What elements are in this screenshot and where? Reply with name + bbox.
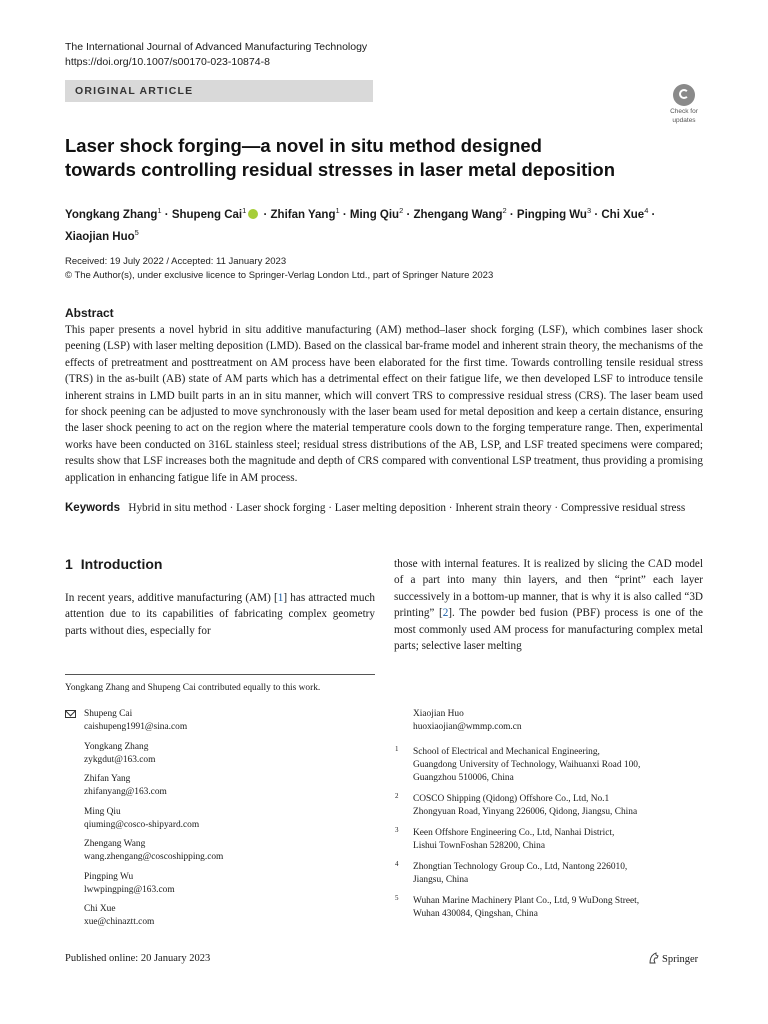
affiliation-entry [394,793,704,819]
footnote-divider [65,674,375,675]
contact-name: Chi Xue [84,904,116,914]
orcid-icon[interactable] [248,209,258,219]
affiliation-line: Wuhan 430084, Qingshan, China [413,909,538,919]
author-name[interactable]: Yongkang Zhang [65,208,158,221]
intro-text: ] has attracted much attention due to its capabilities of fabricating complex geometry parts without dies, especially for [65,592,375,637]
contact-email[interactable]: xue@chinaztt.com [84,917,155,927]
affiliation-line: Keen Offshore Engineering Co., Ltd, Nanhai District, [413,828,615,838]
author-separator: · [260,208,271,221]
affiliation-number: 1 [395,745,399,753]
keywords-text: Hybrid in situ method · Laser shock forging · Laser melting deposition · Inherent strain theory · Compressive residual stress [128,502,686,514]
contact-email[interactable]: zykgdut@163.com [84,754,156,765]
author-affiliation-mark: 4 [644,206,649,215]
affiliation-entry [394,746,704,785]
section-title: Introduction [80,556,163,572]
author-name[interactable]: Shupeng Cai [171,208,243,221]
author-affiliation-mark: 3 [586,206,592,215]
intro-paragraph-col2 [394,556,703,654]
author-affiliation-mark: 1 [335,206,340,215]
affiliation-line: Wuhan Marine Machinery Plant Co., Ltd, 9 WuDong Street, [413,896,640,906]
article-title [65,134,685,182]
author-separator: · [591,208,602,221]
author-name[interactable]: Pingping Wu [516,208,587,221]
springer-horse-icon [648,952,659,964]
author-affiliation-mark: 5 [134,227,139,237]
affiliation-line: Jiangsu, China [413,875,469,885]
contact-name: Zhengang Wang [84,839,146,849]
check-updates-line1: Check for [670,108,698,115]
affiliation-number: 3 [395,826,399,834]
citation-link[interactable]: 1 [277,592,284,604]
affiliation-list [394,746,704,921]
affiliation-number: 2 [395,792,399,800]
contact-name: Yongkang Zhang [84,741,149,752]
title-line-2: towards controlling residual stresses in laser metal deposition [65,159,616,180]
contact-email[interactable]: zhifanyang@163.com [84,787,167,797]
affiliation-line: Guangzhou 510006, China [413,773,514,783]
contact-name: Shupeng Cai [84,709,133,719]
contact-entry [394,708,704,734]
check-updates-line2: updates [672,117,696,124]
article-dates [65,255,493,283]
contact-email[interactable]: caishupeng1991@sina.com [84,722,188,732]
contact-email[interactable]: wang.zhengang@coscoshipping.com [84,852,224,862]
affiliation-entry [394,895,704,921]
contact-entry [65,773,375,799]
abstract-text: This paper presents a novel hybrid in situ additive manufacturing (AM) method–laser shock forging (LSF), which combines laser shock peening (LSP) with laser melting deposition (LMD). Based on the classical bar-frame model and inherent strain theory, the mechanisms of the effects of pretreatment and posttreatment on AM process have been elaborated for the first time. Towards controlling tensile residual stress (TRS) in the as-built (AB) state of AM parts which has a detrimental effect on their fatigue life, we then developed LSF to introduce tensile inherent strains in LMD built parts in an in situ manner, which will convert TRS to compressive residual stress (CRS). The laser beam used for shock peening can be adjusted to move synchronously with the laser beam used for metal deposition and keep a certain distance, ensuring the laser shock peening to act on the region where the material temperature cools down to the forging temperature range. Then, experimental works have been conducted on 316L stainless steel; residual stress distributions of the AB, LSP, and LSF treated specimens were compared; results show that LSF increases both the magnitude and depth of CRS compared with conventional LSP treatment, thus providing a promising application in enhancing fatigue life in AM process. [65,324,703,484]
contact-name: Pingping Wu [84,871,134,882]
contact-name: Ming Qiu [84,806,121,817]
section-heading-introduction [65,556,162,572]
author-list [65,202,705,246]
author-affiliation-mark: 2 [399,206,404,215]
author-affiliation-mark: 1 [157,206,162,215]
author-name[interactable]: Zhifan Yang [270,208,336,221]
author-name[interactable]: Ming Qiu [349,208,400,221]
doi-link[interactable]: https://doi.org/10.1007/s00170-023-10874-8 [65,56,270,68]
published-date: Published online: 20 January 2023 [65,953,211,964]
abstract-heading: Abstract [65,306,114,320]
section-number: 1 [65,556,73,572]
affiliation-line: COSCO Shipping (Qidong) Offshore Co., Ltd, No.1 [413,794,610,804]
received-accepted-date: Received: 19 July 2022 / Accepted: 11 January 2023 [65,256,287,267]
author-name[interactable]: Xiaojian Huo [65,230,135,243]
contact-entry [65,708,375,734]
author-name[interactable]: Zhengang Wang [413,208,503,221]
contact-name: Xiaojian Huo [413,709,464,719]
author-separator: · [339,208,350,221]
copyright-notice: © The Author(s), under exclusive licence to Springer-Verlag London Ltd., part of Springer Nature 2023 [65,270,494,281]
author-separator: · [648,208,656,221]
journal-name: The International Journal of Advanced Manufacturing Technology [65,41,368,53]
intro-paragraph-col1 [65,590,375,639]
author-separator: · [161,208,172,221]
contact-email[interactable]: qiuming@cosco-shipyard.com [84,819,200,830]
contact-email[interactable]: huoxiaojian@wmmp.com.cn [413,722,522,732]
springer-logo[interactable] [648,952,698,965]
affiliations-column [394,708,704,929]
author-affiliation-mark: 1 [242,206,247,215]
contact-entry [65,806,375,832]
check-updates-icon [673,84,695,106]
intro-text: ]. The powder bed fusion (PBF) process is one of the most commonly used AM process for manufacturing complex metal parts; selective laser melting [394,607,703,653]
contact-entry [65,903,375,929]
keywords [65,500,703,516]
author-separator: · [506,208,517,221]
contribution-footnote: Yongkang Zhang and Shupeng Cai contributed equally to this work. [65,683,321,693]
affiliation-line: Zhongyuan Road, Yinyang 226006, Qidong, Jiangsu, China [413,807,638,817]
intro-text: In recent years, additive manufacturing (AM) [ [65,592,278,604]
check-for-updates-badge[interactable] [664,84,704,124]
contact-name: Zhifan Yang [84,774,131,784]
affiliation-line: Zhongtian Technology Group Co., Ltd, Nantong 226010, [413,862,628,872]
affiliation-number: 5 [395,894,399,902]
affiliation-entry [394,827,704,853]
intro-text: those with internal features. It is realized by slicing the CAD model of a part into many thin layers, and then “print” each layer successively in a bottom-up manner, that is why it is also called “3D printing” [ [394,558,703,620]
affiliation-line: School of Electrical and Mechanical Engineering, [413,747,600,757]
affiliation-line: Lishui TownFoshan 528200, China [413,841,545,851]
corresponding-contacts [65,708,375,936]
article-type-label: ORIGINAL ARTICLE [65,80,373,102]
author-name[interactable]: Chi Xue [601,208,645,221]
keywords-label: Keywords [65,502,120,514]
author-affiliation-mark: 2 [502,206,507,215]
author-separator: · [403,208,414,221]
affiliation-entry [394,861,704,887]
envelope-icon [65,710,76,718]
affiliation-line: Guangdong University of Technology, Waihuanxi Road 100, [413,760,641,770]
contact-entry [65,741,375,767]
affiliation-number: 4 [395,860,399,868]
citation-link[interactable]: 2 [442,607,449,620]
contact-email[interactable]: lwwpingping@163.com [84,884,175,895]
publisher-name: Springer [662,954,699,965]
title-line-1: Laser shock forging—a novel in situ method designed [65,135,542,156]
contact-entry [65,838,375,864]
contact-entry [65,871,375,897]
journal-header [65,40,367,70]
